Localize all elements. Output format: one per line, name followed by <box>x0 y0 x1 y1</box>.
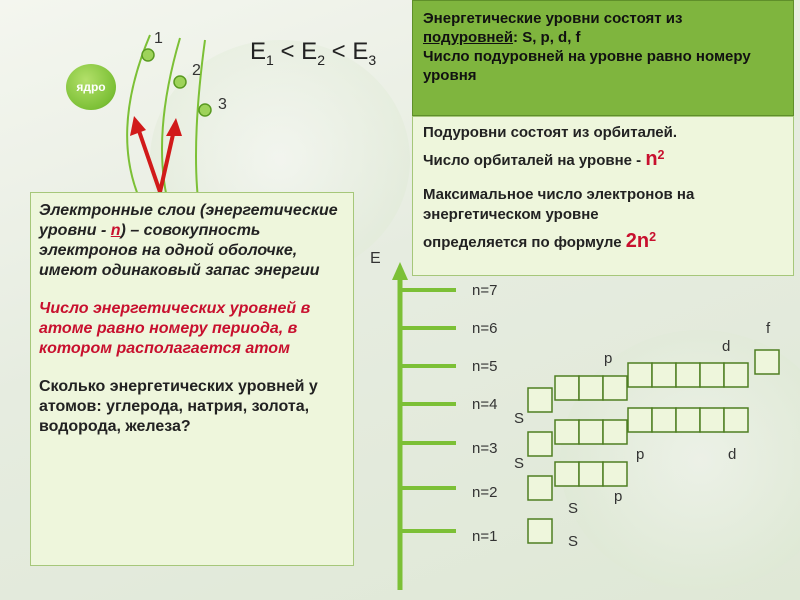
level-label-3: n=3 <box>472 440 498 457</box>
sublevel-s-2: S <box>568 500 579 517</box>
orbital-4d-cell <box>628 363 652 387</box>
energy-axis-arrowhead <box>392 262 408 280</box>
orbital-boxes <box>528 350 779 543</box>
orbital-2p-cell <box>555 462 579 486</box>
level-label-6: n=6 <box>472 320 498 337</box>
level-label-5: n=5 <box>472 358 498 375</box>
level-label-1: n=1 <box>472 528 498 545</box>
orbital-2p-cell <box>603 462 627 486</box>
orbitals-line-3: Максимальное число электронов на энергетическом уровне <box>423 186 695 223</box>
sublevel-p-3: p <box>636 446 645 463</box>
orbital-2s-cell <box>528 476 552 500</box>
sublevels-line-2: подуровней: S, p, d, f <box>423 29 581 46</box>
orbital-4f-cell <box>755 350 779 374</box>
orbital-1s-cell <box>528 519 552 543</box>
sublevel-d-4: d <box>722 338 731 355</box>
sublevel-p-2: p <box>614 488 623 505</box>
definition-paragraph: Электронные слои (энергетические уровни - n) – совокупность электронов на одной оболочке, имеют одинаковый запас энергии <box>39 202 338 279</box>
orbital-4d-cell <box>652 363 676 387</box>
shell-number-2: 2 <box>192 62 201 79</box>
orbital-4p-cell <box>603 376 627 400</box>
orbital-4p-cell <box>579 376 603 400</box>
orbital-3p-cell <box>603 420 627 444</box>
orbital-3d-cell <box>700 408 724 432</box>
orbital-4d-cell <box>700 363 724 387</box>
sublevel-p-4: p <box>604 350 613 367</box>
orbital-4d-cell <box>724 363 748 387</box>
orbital-3s-cell <box>528 432 552 456</box>
orbitals-line-4: определяется по формуле $2n^2$ <box>423 230 657 252</box>
energy-axis-label: E <box>370 250 381 267</box>
sublevel-s-3: S <box>514 455 525 472</box>
sublevels-line-1: Энергетические уровни состоят из <box>423 10 683 27</box>
level-label-4: n=4 <box>472 396 498 413</box>
period-rule-paragraph: Число энергетических уровней в атоме равно номеру периода, в котором располагается атом <box>39 300 311 357</box>
orbital-4s-cell <box>528 388 552 412</box>
orbital-3d-cell <box>724 408 748 432</box>
orbital-3p-cell <box>555 420 579 444</box>
level-label-2: n=2 <box>472 484 498 501</box>
shell-number-3: 3 <box>218 96 227 113</box>
shell-number-1: 1 <box>154 30 163 47</box>
orbitals-line-1: Подуровни состоят из орбиталей. <box>423 124 678 141</box>
level-label-7: n=7 <box>472 282 498 299</box>
energy-inequality: $E_1 < E_2 < E_3$ <box>250 38 377 68</box>
sublevel-f-4: f <box>766 320 771 337</box>
sublevel-s-1: S <box>568 533 579 550</box>
orbital-4d-cell <box>676 363 700 387</box>
orbital-3p-cell <box>579 420 603 444</box>
orbitals-line-2: Число орбиталей на уровне - $n^2$ <box>423 148 665 170</box>
orbital-2p-cell <box>579 462 603 486</box>
question-paragraph: Сколько энергетических уровней у атомов: углерода, натрия, золота, водорода, железа? <box>39 378 318 435</box>
orbital-3d-cell <box>652 408 676 432</box>
sublevels-line-3: Число подуровней на уровне равно номеру уровня <box>423 48 751 84</box>
orbital-4p-cell <box>555 376 579 400</box>
sublevel-s-4: S <box>514 410 525 427</box>
orbital-3d-cell <box>628 408 652 432</box>
orbital-3d-cell <box>676 408 700 432</box>
sublevel-d-3: d <box>728 446 737 463</box>
nucleus-label: ядро <box>76 80 106 94</box>
